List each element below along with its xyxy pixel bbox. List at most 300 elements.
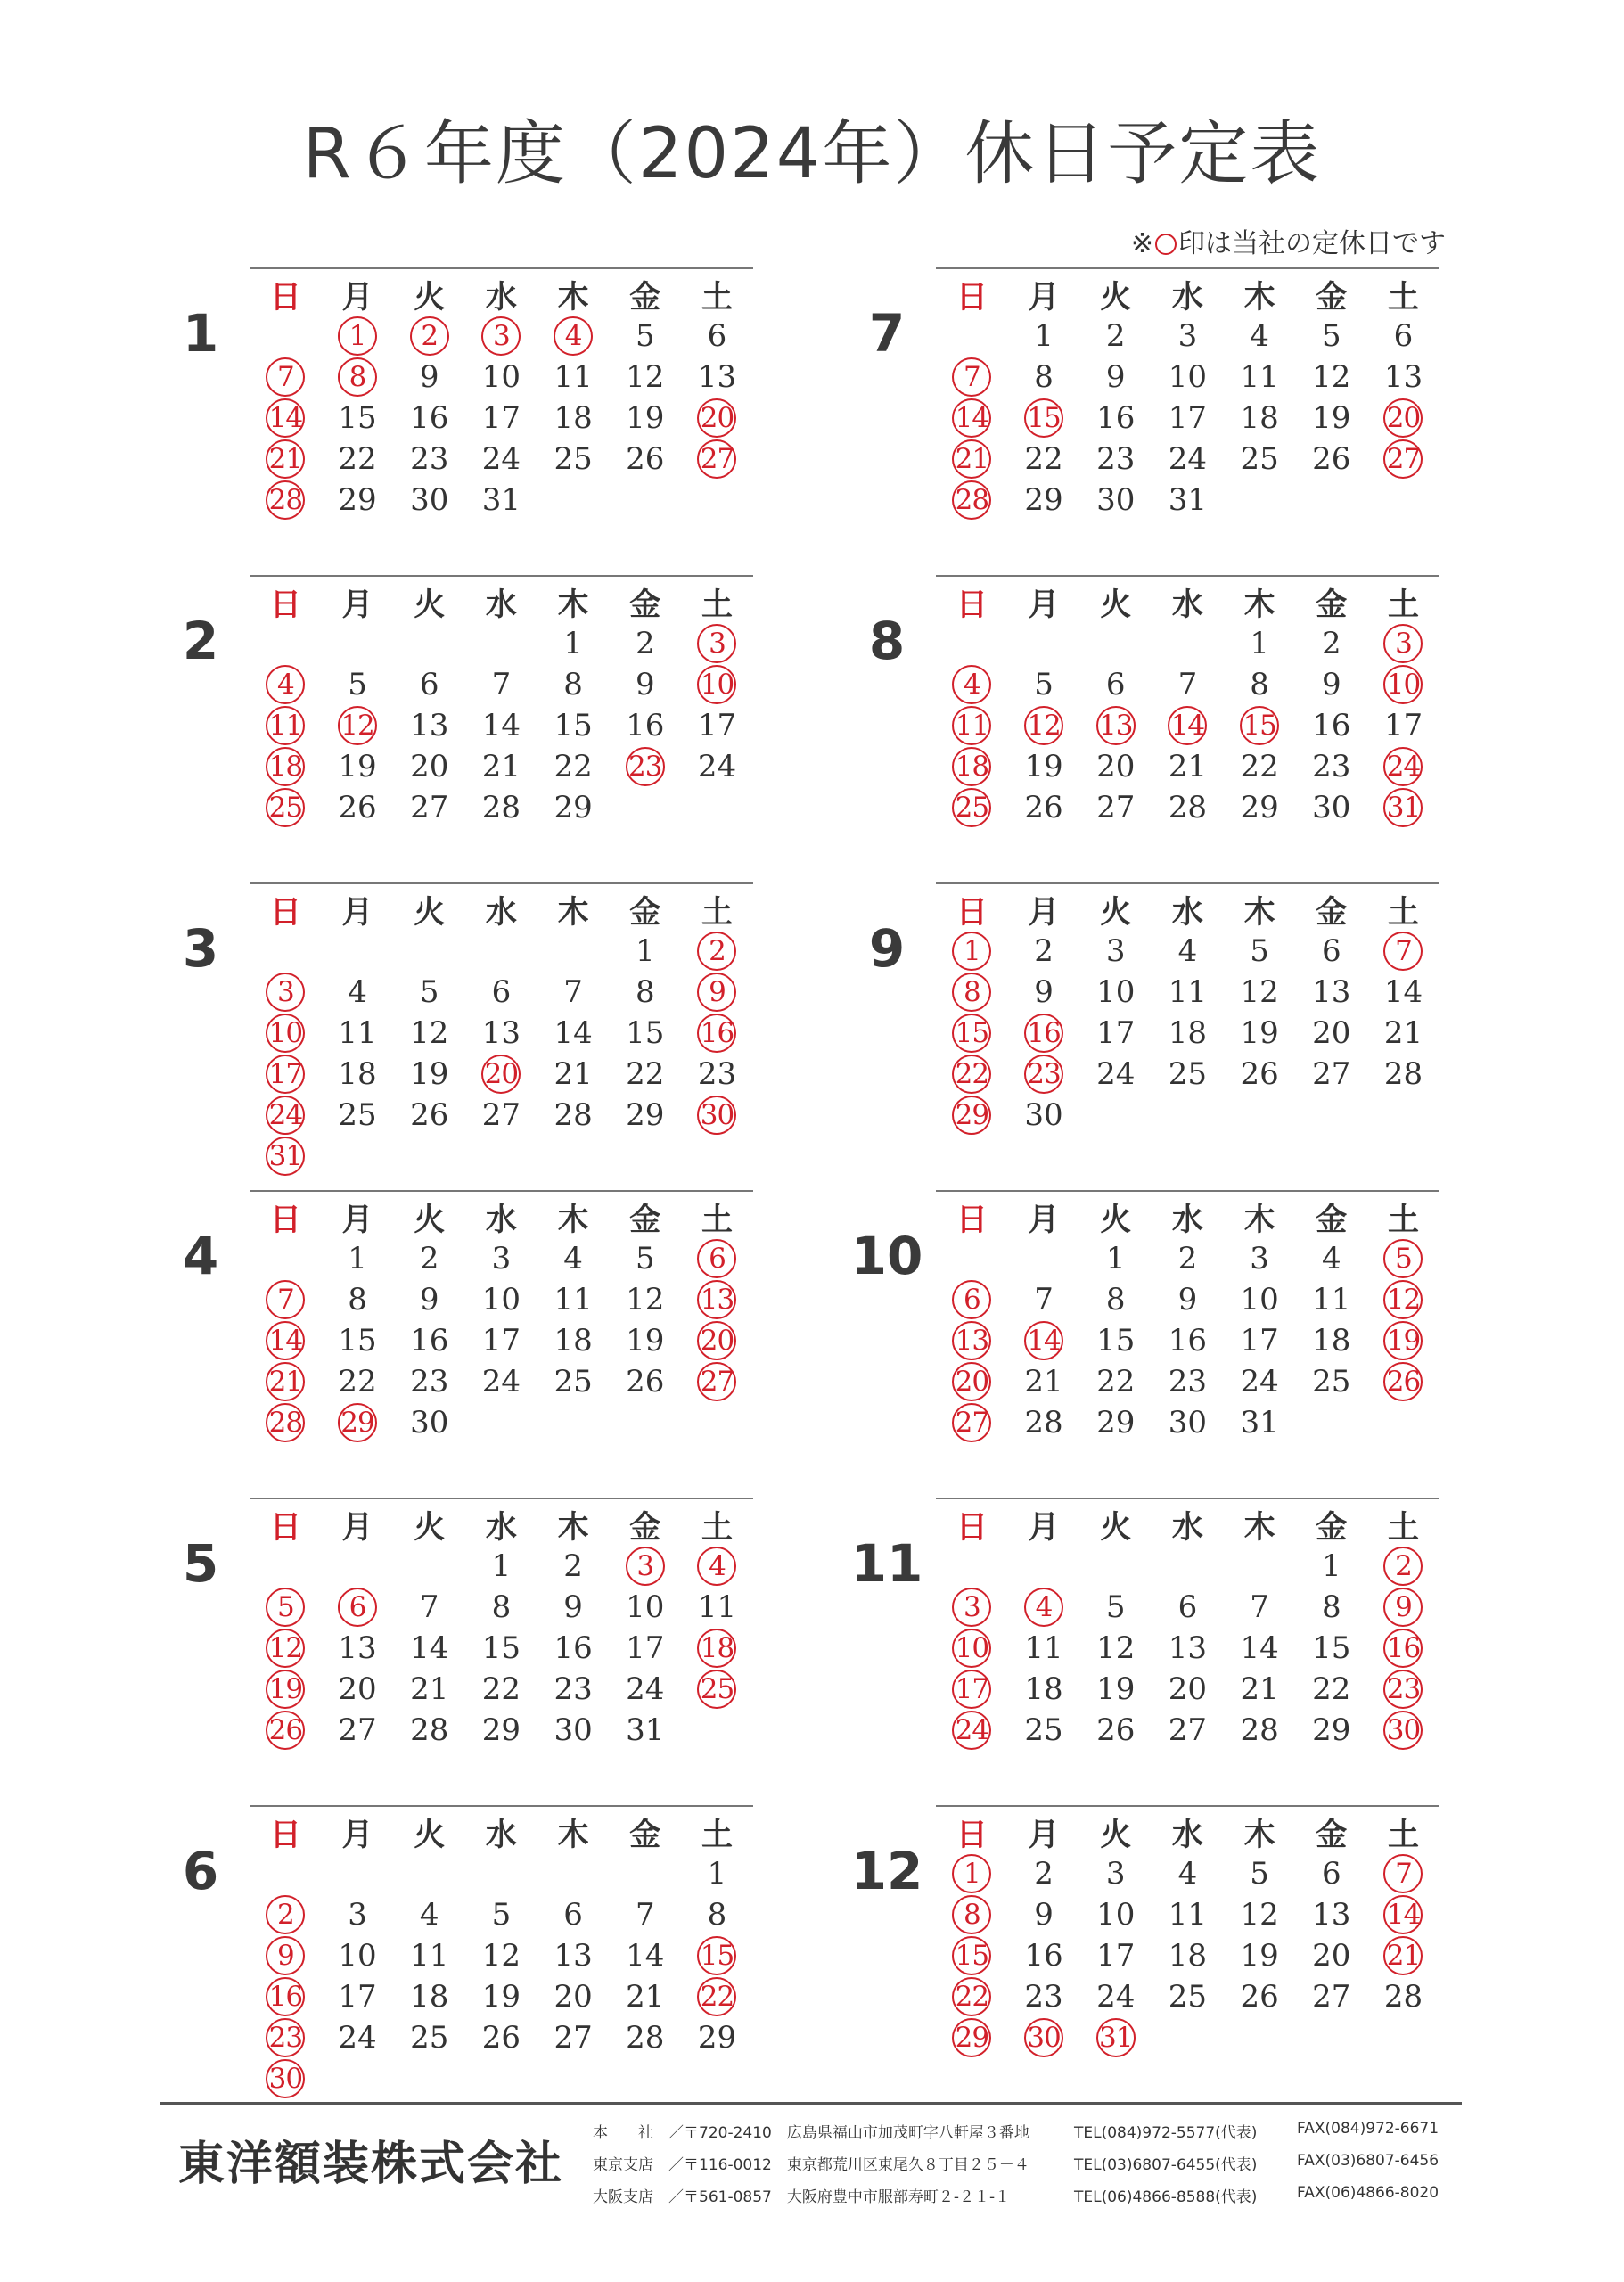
day-cell: 1 <box>1105 1241 1126 1276</box>
holiday-day <box>250 1894 322 1935</box>
holiday-circle: 16 <box>697 1014 736 1053</box>
month-number: 1 <box>182 303 219 364</box>
day-grid <box>250 1505 753 1751</box>
day-cell: 1 <box>1250 626 1269 661</box>
day-cell: 29 <box>1096 1405 1136 1441</box>
holiday-day <box>250 1361 322 1402</box>
day-cell: 27 <box>1168 1712 1208 1748</box>
holiday-circle: 24 <box>266 1096 305 1135</box>
holiday-circle: 8 <box>952 1895 991 1934</box>
day-cell: 22 <box>1096 1364 1136 1400</box>
office-row <box>593 2114 1466 2147</box>
office-address: ／〒116-0012 東京都荒川区東尾久８丁目２５－４ <box>668 2156 1029 2174</box>
holiday-circle: 12 <box>338 706 377 745</box>
day-cell: 22 <box>1312 1671 1351 1707</box>
holiday-circle: 15 <box>952 1014 991 1053</box>
month-divider <box>250 1805 753 1807</box>
day-cell: 18 <box>554 400 593 436</box>
holiday-day <box>1367 1853 1439 1894</box>
day-cell: 26 <box>1024 790 1063 825</box>
day-cell: 11 <box>554 359 593 395</box>
day-cell: 21 <box>1240 1671 1279 1707</box>
day-cell: 8 <box>635 974 655 1010</box>
day-cell: 15 <box>554 708 593 743</box>
day-cell: 25 <box>1168 1979 1208 2015</box>
day-cell: 31 <box>1240 1405 1279 1441</box>
weekday-header: 木 <box>1243 587 1275 623</box>
holiday-day <box>250 1095 322 1136</box>
day-cell: 28 <box>481 790 521 825</box>
holiday-circle: 6 <box>338 1588 377 1627</box>
holiday-circle: 14 <box>952 398 991 438</box>
holiday-circle: 18 <box>697 1629 736 1668</box>
holiday-circle: 3 <box>952 1588 991 1627</box>
day-cell: 14 <box>410 1630 449 1666</box>
day-cell: 6 <box>563 1897 583 1933</box>
day-cell: 10 <box>1240 1282 1279 1317</box>
weekday-header: 金 <box>629 587 661 623</box>
day-cell: 25 <box>554 441 593 477</box>
holiday-circle: 28 <box>952 480 991 520</box>
legend-note <box>1131 221 1446 260</box>
holiday-day <box>250 357 322 398</box>
weekday-header: 木 <box>1243 279 1275 316</box>
day-cell: 10 <box>1096 974 1136 1010</box>
month-number: 12 <box>850 1841 923 1901</box>
day-cell: 7 <box>563 974 583 1010</box>
day-cell: 25 <box>338 1097 377 1133</box>
month-number: 4 <box>182 1226 219 1286</box>
day-cell: 12 <box>1240 974 1279 1010</box>
holiday-day <box>250 1402 322 1443</box>
day-cell: 9 <box>563 1589 583 1625</box>
month-divider <box>936 1805 1439 1807</box>
holiday-day <box>250 1587 322 1628</box>
day-cell: 19 <box>626 400 665 436</box>
empty-cell <box>393 1853 465 1894</box>
day-cell: 12 <box>1240 1897 1279 1933</box>
month-block <box>160 882 802 1186</box>
day-cell: 24 <box>1168 441 1208 477</box>
weekday-header: 金 <box>1316 1509 1348 1546</box>
holiday-circle: 11 <box>952 706 991 745</box>
day-cell: 28 <box>1024 1405 1063 1441</box>
day-cell: 6 <box>1105 667 1126 702</box>
holiday-circle: 3 <box>697 624 736 663</box>
holiday-circle: 15 <box>952 1936 991 1975</box>
holiday-circle: 7 <box>266 357 305 397</box>
holiday-circle: 25 <box>266 788 305 827</box>
day-cell: 17 <box>697 708 737 743</box>
holiday-day <box>681 972 753 1013</box>
day-cell: 17 <box>1096 1938 1136 1974</box>
day-cell: 19 <box>626 1323 665 1359</box>
day-cell: 12 <box>1312 359 1351 395</box>
holiday-day <box>1008 2017 1080 2058</box>
holiday-day <box>1224 705 1296 746</box>
note-prefix: ※ <box>1130 228 1153 259</box>
holiday-circle: 10 <box>1383 665 1423 704</box>
month-divider <box>936 1190 1439 1192</box>
holiday-circle: 1 <box>952 932 991 971</box>
empty-cell <box>393 931 465 972</box>
day-cell: 26 <box>626 441 665 477</box>
day-cell: 15 <box>481 1630 521 1666</box>
month-divider <box>936 1498 1439 1499</box>
day-cell: 27 <box>410 790 449 825</box>
holiday-circle: 1 <box>338 316 377 356</box>
holiday-day <box>393 316 465 357</box>
day-cell: 13 <box>697 359 737 395</box>
day-cell: 24 <box>1096 1056 1136 1092</box>
holiday-day <box>936 1710 1008 1751</box>
day-grid <box>250 1197 753 1443</box>
weekday-header: 火 <box>1100 894 1132 931</box>
holiday-circle: 18 <box>952 747 991 786</box>
day-cell: 19 <box>1240 1015 1279 1051</box>
holiday-day <box>1367 1935 1439 1976</box>
day-cell: 2 <box>563 1548 583 1584</box>
day-cell: 28 <box>554 1097 593 1133</box>
day-cell: 29 <box>697 2020 737 2056</box>
holiday-circle-icon <box>1155 234 1177 255</box>
day-cell: 1 <box>348 1241 367 1276</box>
holiday-day <box>936 1976 1008 2017</box>
day-cell: 24 <box>481 441 521 477</box>
day-cell: 9 <box>635 667 655 702</box>
holiday-day <box>936 1361 1008 1402</box>
holiday-day <box>609 1546 681 1587</box>
day-cell: 3 <box>348 1897 367 1933</box>
day-cell: 1 <box>707 1856 727 1892</box>
empty-cell <box>537 931 610 972</box>
day-cell: 9 <box>1321 667 1341 702</box>
day-cell: 26 <box>1312 441 1351 477</box>
weekday-header: 土 <box>1387 894 1419 931</box>
holiday-circle: 19 <box>1383 1321 1423 1360</box>
weekday-header: 日 <box>269 587 301 623</box>
holiday-circle: 16 <box>1383 1629 1423 1668</box>
day-grid <box>250 275 753 521</box>
day-grid <box>936 275 1439 521</box>
day-cell: 5 <box>1250 933 1269 969</box>
holiday-circle: 7 <box>266 1280 305 1319</box>
day-cell: 7 <box>491 667 512 702</box>
holiday-circle: 20 <box>1383 398 1423 438</box>
day-cell: 16 <box>554 1630 593 1666</box>
weekday-header: 木 <box>557 894 589 931</box>
holiday-day <box>681 398 753 439</box>
day-cell: 3 <box>1177 318 1198 354</box>
empty-cell <box>936 1546 1008 1587</box>
weekday-header: 月 <box>1028 587 1060 623</box>
holiday-circle: 28 <box>266 480 305 520</box>
holiday-circle: 1 <box>952 1854 991 1893</box>
day-cell: 29 <box>481 1712 521 1748</box>
day-cell: 23 <box>1312 749 1351 784</box>
day-cell: 1 <box>491 1548 512 1584</box>
holiday-circle: 15 <box>697 1936 736 1975</box>
weekday-header: 日 <box>956 894 988 931</box>
day-cell: 13 <box>481 1015 521 1051</box>
holiday-day <box>681 1361 753 1402</box>
day-cell: 30 <box>554 1712 593 1748</box>
day-cell: 5 <box>1250 1856 1269 1892</box>
day-cell: 20 <box>338 1671 377 1707</box>
weekday-header: 土 <box>701 894 733 931</box>
holiday-circle: 30 <box>1024 2018 1063 2057</box>
holiday-day <box>537 316 610 357</box>
empty-cell <box>250 1238 322 1279</box>
empty-cell <box>250 1853 322 1894</box>
day-cell: 30 <box>410 1405 449 1441</box>
day-cell: 13 <box>1312 974 1351 1010</box>
day-cell: 26 <box>481 2020 521 2056</box>
holiday-circle: 20 <box>481 1055 521 1094</box>
day-cell: 31 <box>481 482 521 518</box>
note-suffix: 印は当社の定休日です <box>1178 228 1446 259</box>
holiday-circle: 26 <box>266 1711 305 1750</box>
weekday-header: 火 <box>414 1509 446 1546</box>
holiday-circle: 30 <box>266 2059 305 2098</box>
holiday-day <box>936 480 1008 521</box>
day-cell: 4 <box>1177 1856 1198 1892</box>
day-cell: 28 <box>1383 1056 1423 1092</box>
day-cell: 4 <box>1250 318 1269 354</box>
holiday-day <box>1367 787 1439 828</box>
office-row <box>593 2147 1466 2179</box>
day-cell: 20 <box>554 1979 593 2015</box>
day-cell: 17 <box>1240 1323 1279 1359</box>
day-cell: 2 <box>1177 1241 1198 1276</box>
day-cell: 12 <box>481 1938 521 1974</box>
holiday-circle: 18 <box>266 747 305 786</box>
day-cell: 21 <box>1168 749 1208 784</box>
holiday-day <box>681 1320 753 1361</box>
weekday-header: 火 <box>1100 587 1132 623</box>
day-cell: 19 <box>410 1056 449 1092</box>
day-cell: 21 <box>554 1056 593 1092</box>
day-cell: 18 <box>554 1323 593 1359</box>
day-cell: 20 <box>1168 1671 1208 1707</box>
holiday-circle: 11 <box>266 706 305 745</box>
holiday-day <box>1008 1013 1080 1054</box>
day-cell: 16 <box>410 1323 449 1359</box>
weekday-header: 金 <box>629 1202 661 1238</box>
day-grid <box>250 1812 753 2099</box>
holiday-circle: 12 <box>1024 706 1063 745</box>
holiday-day <box>936 1402 1008 1443</box>
holiday-circle: 10 <box>952 1629 991 1668</box>
day-cell: 26 <box>626 1364 665 1400</box>
weekday-header: 木 <box>1243 1817 1275 1853</box>
holiday-day <box>465 316 537 357</box>
day-cell: 25 <box>554 1364 593 1400</box>
day-cell: 26 <box>410 1097 449 1133</box>
holiday-circle: 9 <box>1383 1588 1423 1627</box>
day-cell: 6 <box>1321 1856 1341 1892</box>
month-number: 8 <box>868 611 906 671</box>
holiday-circle: 16 <box>266 1977 305 2016</box>
empty-cell <box>609 1853 681 1894</box>
day-cell: 11 <box>697 1589 737 1625</box>
month-divider <box>250 1190 753 1192</box>
office-fax: FAX(084)972-6671 <box>1297 2120 1439 2138</box>
weekday-header: 水 <box>1171 894 1203 931</box>
weekday-header: 月 <box>1028 1817 1060 1853</box>
empty-cell <box>1224 1546 1296 1587</box>
day-cell: 12 <box>410 1015 449 1051</box>
weekday-header: 金 <box>629 1817 661 1853</box>
weekday-header: 日 <box>269 1202 301 1238</box>
page-title: R６年度（2024年）休日予定表 <box>302 114 1322 194</box>
day-cell: 24 <box>338 2020 377 2056</box>
holiday-day <box>250 664 322 705</box>
weekday-header: 金 <box>1316 1817 1348 1853</box>
month-divider <box>936 575 1439 577</box>
day-cell: 5 <box>1034 667 1054 702</box>
weekday-header: 火 <box>414 587 446 623</box>
day-cell: 24 <box>481 1364 521 1400</box>
month-number: 5 <box>182 1533 219 1594</box>
day-cell: 16 <box>1312 708 1351 743</box>
holiday-day <box>1367 439 1439 480</box>
day-cell: 4 <box>1177 933 1198 969</box>
weekday-header: 土 <box>701 1817 733 1853</box>
weekday-header: 日 <box>956 1817 988 1853</box>
day-cell: 23 <box>697 1056 737 1092</box>
holiday-circle: 27 <box>697 439 736 479</box>
day-cell: 17 <box>1383 708 1423 743</box>
month-block <box>160 1498 802 1801</box>
day-cell: 22 <box>554 749 593 784</box>
weekday-header: 水 <box>485 1202 517 1238</box>
holiday-day <box>681 1238 753 1279</box>
day-cell: 8 <box>1321 1589 1341 1625</box>
weekday-header: 日 <box>269 279 301 316</box>
day-cell: 4 <box>1321 1241 1341 1276</box>
weekday-header: 火 <box>1100 1509 1132 1546</box>
empty-cell <box>1152 1546 1224 1587</box>
day-cell: 6 <box>707 318 727 354</box>
day-cell: 6 <box>491 974 512 1010</box>
day-cell: 20 <box>1312 1015 1351 1051</box>
day-cell: 14 <box>554 1015 593 1051</box>
holiday-day <box>936 931 1008 972</box>
holiday-circle: 6 <box>697 1239 736 1278</box>
holiday-circle: 27 <box>697 1362 736 1401</box>
holiday-circle: 9 <box>697 973 736 1012</box>
day-cell: 2 <box>1105 318 1126 354</box>
day-cell: 8 <box>563 667 583 702</box>
day-cell: 21 <box>626 1979 665 2015</box>
day-cell: 5 <box>491 1897 512 1933</box>
office-label: 東京支店 <box>593 2156 653 2174</box>
holiday-circle: 29 <box>338 1403 377 1442</box>
holiday-circle: 16 <box>1024 1014 1063 1053</box>
holiday-day <box>681 623 753 664</box>
holiday-day <box>1008 398 1080 439</box>
month-block <box>847 1805 1489 2108</box>
footer-divider <box>160 2102 1462 2105</box>
holiday-day <box>1367 1361 1439 1402</box>
weekday-header: 金 <box>629 279 661 316</box>
weekday-header: 水 <box>485 1817 517 1853</box>
day-cell: 5 <box>635 1241 655 1276</box>
day-cell: 16 <box>626 708 665 743</box>
holiday-circle: 21 <box>1383 1936 1423 1975</box>
holiday-day <box>936 1013 1008 1054</box>
holiday-circle: 4 <box>554 316 593 356</box>
holiday-day <box>250 1054 322 1095</box>
day-cell: 11 <box>1024 1630 1063 1666</box>
holiday-circle: 17 <box>266 1055 305 1094</box>
day-cell: 21 <box>1383 1015 1423 1051</box>
day-cell: 25 <box>1312 1364 1351 1400</box>
holiday-day <box>1367 1587 1439 1628</box>
holiday-day <box>936 398 1008 439</box>
holiday-day <box>1367 931 1439 972</box>
day-cell: 27 <box>1096 790 1136 825</box>
holiday-circle: 22 <box>952 1977 991 2016</box>
holiday-circle: 12 <box>1383 1280 1423 1319</box>
day-cell: 9 <box>1034 974 1054 1010</box>
day-cell: 29 <box>338 482 377 518</box>
holiday-day <box>681 664 753 705</box>
day-cell: 12 <box>626 1282 665 1317</box>
holiday-day <box>1367 398 1439 439</box>
weekday-header: 火 <box>414 279 446 316</box>
holiday-day <box>322 316 394 357</box>
holiday-day <box>1367 1894 1439 1935</box>
holiday-circle: 27 <box>952 1403 991 1442</box>
weekday-header: 土 <box>1387 279 1419 316</box>
holiday-circle: 7 <box>1383 1854 1423 1893</box>
weekday-header: 日 <box>956 279 988 316</box>
day-cell: 23 <box>1096 441 1136 477</box>
holiday-day <box>1008 1320 1080 1361</box>
holiday-circle: 2 <box>410 316 449 356</box>
holiday-circle: 27 <box>1383 439 1423 479</box>
holiday-day <box>681 1976 753 2017</box>
day-cell: 11 <box>338 1015 377 1051</box>
day-cell: 10 <box>481 1282 521 1317</box>
day-grid <box>936 1197 1439 1443</box>
empty-cell <box>1008 1546 1080 1587</box>
month-block <box>847 1190 1489 1493</box>
holiday-day <box>1367 623 1439 664</box>
day-cell: 2 <box>635 626 655 661</box>
office-tel: TEL(03)6807-6455(代表) <box>1074 2156 1258 2174</box>
holiday-circle: 4 <box>697 1547 736 1586</box>
day-cell: 17 <box>481 1323 521 1359</box>
day-cell: 22 <box>338 1364 377 1400</box>
day-cell: 25 <box>1240 441 1279 477</box>
weekday-header: 火 <box>1100 279 1132 316</box>
holiday-day <box>1008 1054 1080 1095</box>
day-cell: 3 <box>1105 933 1126 969</box>
day-cell: 9 <box>419 359 439 395</box>
weekday-header: 金 <box>1316 279 1348 316</box>
holiday-day <box>1367 1669 1439 1710</box>
holiday-day <box>681 1095 753 1136</box>
holiday-circle: 14 <box>266 398 305 438</box>
holiday-circle: 21 <box>266 439 305 479</box>
holiday-day <box>936 746 1008 787</box>
day-cell: 27 <box>481 1097 521 1133</box>
holiday-day <box>250 398 322 439</box>
day-grid <box>250 890 753 1177</box>
